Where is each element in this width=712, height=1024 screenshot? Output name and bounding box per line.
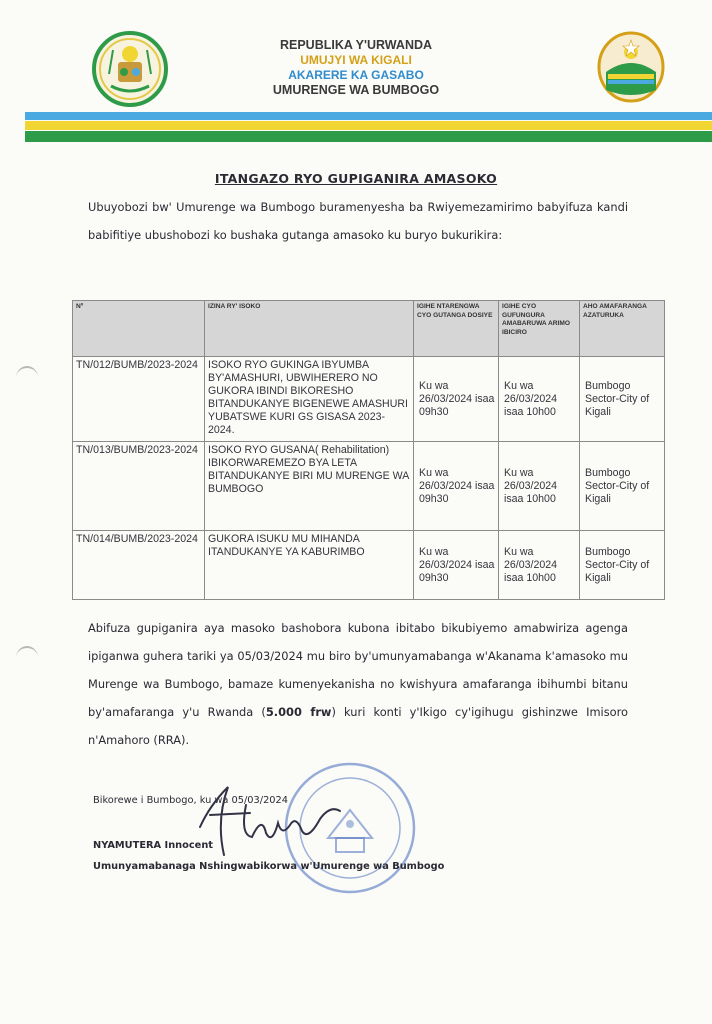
flag-stripe-blue [25, 112, 712, 120]
tender-number: TN/014/BUMB/2023-2024 [73, 531, 205, 600]
opening-time: Ku wa 26/03/2024 isaa 10h00 [499, 442, 580, 531]
header-submission-deadline: IGIHE NTARENGWA CYO GUTANGA DOSIYE [414, 301, 499, 357]
instructions-text-end: ) kuri konti y'Ikigo cy'igihugu gishinzwe Imisoro n'Amahoro (RRA). [88, 705, 629, 747]
funding-source: Bumbogo Sector-City of Kigali [580, 357, 665, 442]
table-row [73, 442, 665, 531]
flag-stripe-green [25, 131, 712, 142]
tender-name: GUKORA ISUKU MU MIHANDA ITANDUKANYE YA KABURIMBO [205, 531, 414, 600]
instructions-paragraph [88, 614, 628, 754]
handwritten-signature [180, 775, 350, 865]
header-city: UMUJYI WA KIGALI [300, 53, 412, 67]
signature-date-line: Bikorewe i Bumbogo, ku wa 05/03/2024 [93, 795, 289, 806]
header-funding-source: AHO AMAFARANGA AZATURUKA [580, 301, 665, 357]
opening-time: Ku wa 26/03/2024 isaa 10h00 [499, 357, 580, 442]
instructions-text-start: Abifuza gupiganira aya masoko bashobora kubona ibitabo bikubiyemo amabwiriza agenga ipiganwa guhera tariki ya 05/03/2024 mu biro by'umunyamabanga w'Akanama k'amasoko mu Murenge wa Bumbogo, bamaze kumenyekanisha no kwishyura amafaranga ibihumbi bitanu by'amafaranga y'u Rwanda ( [88, 621, 628, 719]
funding-source: Bumbogo Sector-City of Kigali [580, 531, 665, 600]
funding-source: Bumbogo Sector-City of Kigali [580, 442, 665, 531]
flag-stripe-yellow [25, 121, 712, 130]
punch-hole-mark [16, 646, 38, 670]
table-header-row [73, 301, 665, 357]
table-row [73, 357, 665, 442]
header-number: Nº [73, 301, 205, 357]
punch-hole-mark [16, 366, 38, 390]
submission-deadline: Ku wa 26/03/2024 isaa 09h30 [414, 531, 499, 600]
tender-name: ISOKO RYO GUSANA( Rehabilitation) IBIKORWAREMEZO BYA LETA BITANDUKANYE BIRI MU MURENGE WA BUMBOGO [205, 442, 414, 531]
header-tender-name: IZINA RY' ISOKO [205, 301, 414, 357]
header-opening-time: IGIHE CYO GUFUNGURA AMABARUWA ARIMO IBICIRO [499, 301, 580, 357]
document-title: ITANGAZO RYO GUPIGANIRA AMASOKO [214, 171, 498, 186]
fee-amount: 5.000 frw [265, 705, 332, 719]
opening-time: Ku wa 26/03/2024 isaa 10h00 [499, 531, 580, 600]
tender-table [72, 300, 665, 600]
tender-number: TN/012/BUMB/2023-2024 [73, 357, 205, 442]
signatory-name: NYAMUTERA Innocent [93, 840, 213, 851]
submission-deadline: Ku wa 26/03/2024 isaa 09h30 [414, 357, 499, 442]
intro-paragraph: Ubuyobozi bw' Umurenge wa Bumbogo buramenyesha ba Rwiyemezamirimo babyifuza kandi babifitiye ubushobozi ko bushaka gutanga amasoko ku buryo bukurikira: [88, 200, 628, 242]
header-district: AKARERE KA GASABO [288, 68, 424, 82]
tender-number: TN/013/BUMB/2023-2024 [73, 442, 205, 531]
tender-name: ISOKO RYO GUKINGA IBYUMBA BY'AMASHURI, UBWIHERERO NO GUKORA IBINDI BIKORESHO BITANDUKANYE BIGENEWE AMASHURI YUBATSWE KURI GS GISASA 2023-2024. [205, 357, 414, 442]
signatory-role: Umunyamabanaga Nshingwabikorwa w'Umurenge wa Bumbogo [93, 861, 445, 872]
submission-deadline: Ku wa 26/03/2024 isaa 09h30 [414, 442, 499, 531]
header-sector: UMURENGE WA BUMBOGO [272, 83, 440, 97]
table-row [73, 531, 665, 600]
header-republic: REPUBLIKA Y'URWANDA [279, 38, 433, 52]
